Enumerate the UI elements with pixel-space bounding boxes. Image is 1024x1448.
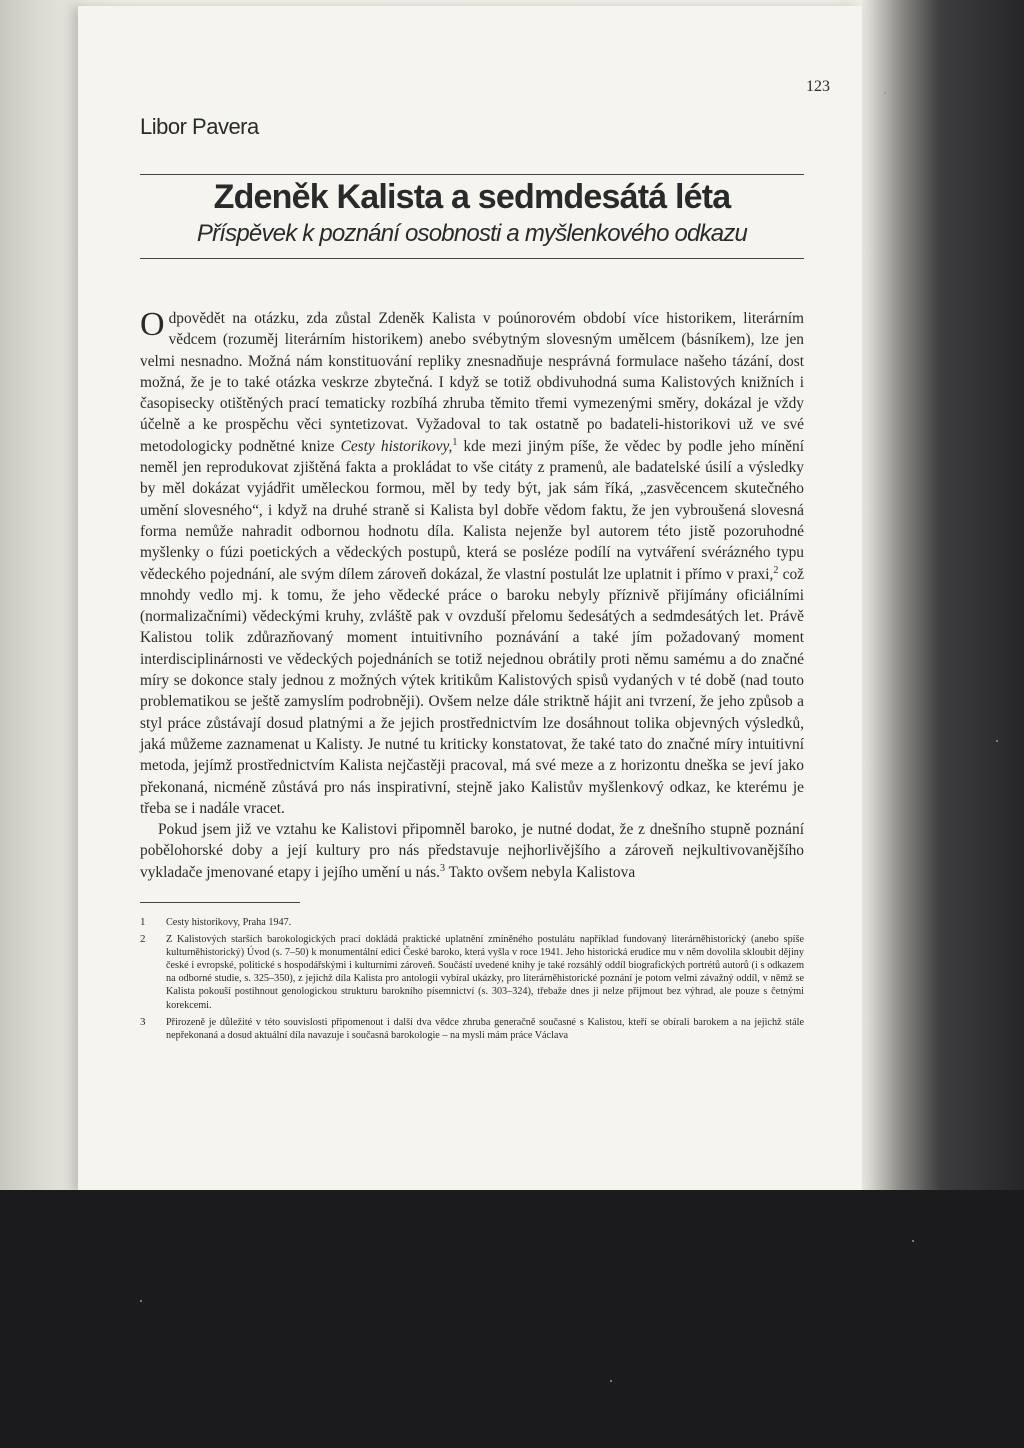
footnote-text: Z Kalistových starších barokologických prací dokládá praktické uplatnění zmíněného postulátu například fundovaný literárněhistorický (anebo spíše kulturněhistorický) Úvod (s. 7–50) k monumentální edici České baroko, která vyšla v roce 1941. Jeho historická erudice mu v něm dovolila skloubit dějiny české i evropské, politické s hospodářskými i kulturními zároveň. Součástí uvedené knihy je také rozsáhlý oddíl biografických portrétů autorů (i s odkazem na odborné studie, s. 325–350), z jejichž díla Kalista pro antologii vybíral ukázky, pro literárněhistorické poznání je potom velmi závažný oddíl, v němž se Kalista pokouší postihnout genologickou strukturu barokního písemnictví (s. 303–324), třebaže dnes ji nelze přijmout bez výhrad, ale pouze s četnými korekcemi.	[166, 934, 804, 1011]
footnote-ref-2: 2	[773, 564, 779, 576]
article-title: Zdeněk Kalista a sedmdesátá léta	[213, 178, 731, 216]
paragraph-1-text-a: dpovědět na otázku, zda zůstal Zdeněk Kalista v poúnorovém období více historikem, literárním vědcem (rozuměj literárním historikem) anebo svébytným slovesným umělcem (básníkem), lze jen velmi nesnadno. Možná nám konstituování repliky znesnadňuje nesprávná formulace našeho tázání, dost možná, že je to také otázka veskrze zbytečná. I když se totiž obdivuhodná suma Kalistových knižních i časopisecky otištěných prací tematicky rozbíhá zhruba těmito třemi vymezenými směry, dokázal je vždy účelně a ke prospěchu věci syntetizovat. Vyžadoval to tak ostatně po badateli-historikovi už ve své metodologicky podnětné knize	[140, 310, 804, 455]
article-subtitle: Příspěvek k poznání osobnosti a myšlenkového odkazu	[196, 220, 748, 247]
footnote-ref-1: 1	[452, 436, 458, 448]
footnote-number: 2	[140, 933, 146, 946]
footnote-ref-3: 3	[440, 862, 446, 874]
paragraph-2-text-a: Pokud jsem již ve vztahu ke Kalistovi připomněl baroko, je nutné dodat, že z dnešního stupně poznání pobělohorské doby a její kultury pro nás představuje nejhorlivějšího a zároveň nejkultivovanějšího vykladače jmenované etapy i jejího umění u nás.	[140, 821, 804, 881]
drop-cap: O	[140, 306, 165, 343]
title-rule-bottom	[140, 258, 804, 259]
dust-speck	[140, 1300, 142, 1302]
footnote-text: Cesty historikovy, Praha 1947.	[166, 917, 292, 928]
title-rule-top	[140, 174, 804, 175]
footnote-rule	[140, 902, 300, 903]
dust-speck	[610, 1380, 612, 1382]
footnote-2	[140, 933, 804, 1012]
paragraph-2-text-b: Takto ovšem nebyla Kalistova	[445, 863, 636, 881]
book-page	[78, 6, 862, 1192]
paragraph-2	[140, 819, 804, 883]
footnote-text: Přirozeně je důležité v této souvislosti připomenout i další dva vědce zhruba generačně současné s Kalistou, kteří se obírali barokem a na jejichž stále nepřekonaná a dosud aktuální díla navazuje i současná barokologie – na mysli mám práce Václava	[166, 1016, 804, 1041]
footnotes	[140, 916, 804, 1046]
dust-speck	[996, 740, 998, 742]
footnote-1	[140, 916, 804, 929]
book-title-italic: Cesty historikovy,	[340, 437, 453, 455]
scanner-bed-dark-area	[0, 1190, 1024, 1448]
dust-speck	[884, 92, 886, 94]
footnote-number: 1	[140, 916, 146, 928]
article-body	[140, 308, 804, 883]
paragraph-1	[140, 308, 804, 819]
paragraph-1-text-b: kde mezi jiným píše, že vědec by podle jeho mínění neměl jen reprodukovat zjištěná fakta a prokládat to vše citáty z pramenů, ale badatelské úsilí a výsledky by měl dokázat vyjádřit uměleckou formou, měl by tedy být, jak sám říká, „zasvěcencem skutečného umění slovesného“, i když na druhé straně si Kalista byl dobře vědom faktu, že jen vybroušená slovesná forma nemůže nahradit odbornou hodnotu díla. Kalista nejenže byl autorem této jistě pozoruhodné myšlenky o fúzi poetických a vědeckých postupů, která se posléze podílí na vytváření svérázného typu vědeckého pojednání, ale svým dílem zároveň dokázal, že vlastní postulát lze uplatnit i přímo v praxi,	[140, 437, 804, 583]
book-binding-shadow	[0, 0, 80, 1190]
author-name: Libor Pavera	[140, 114, 259, 139]
footnote-number: 3	[140, 1015, 146, 1028]
page-number: 123	[806, 78, 830, 95]
footnote-3	[140, 1016, 804, 1042]
dust-speck	[912, 1240, 914, 1242]
paragraph-1-text-c: což mnohdy vedlo mj. k tomu, že jeho vědecké práce o baroku nebyly příznivě přijímány oficiálními (normalizačními) vědeckými kruhy, zvláště pak v ovzduší přelomu šedesátých a sedmdesátých let. Právě Kalistou tolik zdůrazňovaný moment intuitivního poznávání a také jím požadovaný moment interdisciplinárnosti ve vědeckých pojednáních se totiž nejednou obrátily proti němu samému a do značné míry se dokonce staly jednou z možných výtek kritikům Kalistových spisů vydaných v té době (nad touto problematikou se ještě zamyslím podrobněji). Ovšem nelze dále striktně hájit ani tvrzení, že jeho způsob a styl práce zůstávají dosud platnými a že jejich prostřednictvím lze dosáhnout tolika objevných výsledků, jaká můžeme zaznamenat u Kalisty. Je nutné tu kriticky konstatovat, že také tato do značné míry intuitivní metoda, jejímž prostřednictvím Kalista nejčastěji pracoval, má své meze a z horizontu dneška se jeví jako překonaná, nicméně zůstává pro nás inspirativní, stejně jako Kalistův myšlenkový odkaz, ke kterému je třeba se i nadále vracet.	[140, 565, 804, 817]
